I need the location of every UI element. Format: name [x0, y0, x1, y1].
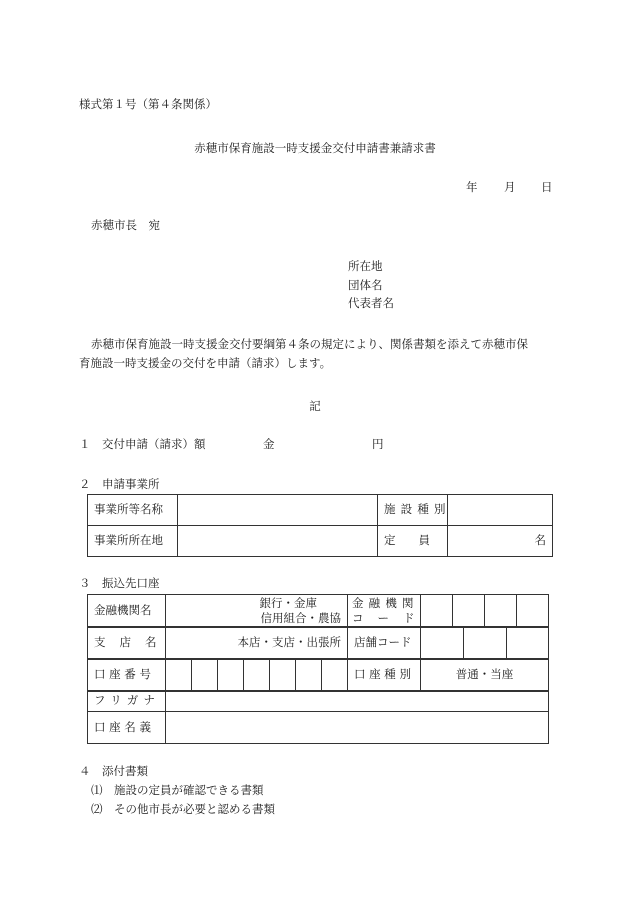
bank-name-label: 金融機関名 — [88, 595, 166, 628]
furigana-field[interactable] — [166, 691, 549, 712]
account-row — [88, 659, 549, 692]
account-number-digit[interactable] — [270, 659, 296, 692]
bank-types-line1: 銀行・金庫 — [259, 596, 317, 610]
bank-code-label: 金融機関 コ ー ド — [348, 595, 421, 628]
capacity-field[interactable]: 名 — [448, 526, 553, 557]
applicant-rep-label: 代表者名 — [348, 296, 394, 310]
bank-name-field[interactable] — [166, 595, 348, 628]
ki-heading: 記 — [309, 399, 321, 413]
furigana-label: フリガナ — [88, 691, 166, 712]
branch-code-label: 店舗コード — [348, 627, 421, 660]
facility-address-label: 事業所所在地 — [88, 526, 178, 557]
account-number-digit[interactable] — [322, 659, 348, 692]
branch-name-field[interactable]: 本店・支店・出張所 — [166, 627, 348, 660]
bank-table-top — [87, 594, 549, 628]
section1-label: １ 交付申請（請求）額 — [79, 437, 206, 451]
branch-code-digit[interactable] — [507, 627, 549, 660]
capacity-label: 定 員 — [378, 526, 448, 557]
branch-code-digit[interactable] — [421, 627, 464, 660]
bank-types-line2: 信用組合・農協 — [260, 611, 341, 625]
account-number-digit[interactable] — [192, 659, 218, 692]
facility-address-field[interactable] — [178, 526, 378, 557]
attachment-item: ⑵ その他市長が必要と認める書類 — [91, 802, 275, 816]
branch-name-label: 支 店 名 — [88, 627, 166, 660]
form-number: 様式第１号（第４条関係） — [79, 97, 217, 111]
account-number-digit[interactable] — [218, 659, 244, 692]
date-month: 月 — [504, 180, 516, 194]
bank-table-holder — [87, 690, 549, 744]
date-line — [0, 181, 630, 197]
bank-table-account — [87, 658, 549, 692]
bank-code-digit[interactable] — [421, 595, 453, 628]
section1-yen: 円 — [372, 437, 384, 451]
bank-code-digit[interactable] — [485, 595, 517, 628]
section2-row — [88, 526, 553, 557]
attachment-item: ⑴ 施設の定員が確認できる書類 — [91, 783, 264, 797]
facility-type-field[interactable] — [448, 495, 553, 526]
branch-code-digit[interactable] — [464, 627, 507, 660]
applicant-org-label: 団体名 — [348, 278, 383, 292]
applicant-location-label: 所在地 — [348, 259, 383, 273]
section2-table — [87, 494, 553, 557]
account-type-label: 口 座 種 別 — [348, 659, 421, 692]
furigana-row — [88, 691, 549, 712]
account-number-digit[interactable] — [296, 659, 322, 692]
addressee: 赤穂市長 宛 — [91, 218, 160, 232]
date-year: 年 — [466, 180, 478, 194]
body-line-2: 育施設一時支援金の交付を申請（請求）します。 — [79, 356, 332, 370]
section3-label: ３ 振込先口座 — [79, 576, 160, 590]
section2-label: ２ 申請事業所 — [79, 477, 160, 491]
date-day: 日 — [541, 180, 553, 194]
body-line-1: 赤穂市保育施設一時支援金交付要綱第４条の規定により、関係書類を添えて赤穂市保 — [91, 337, 528, 351]
account-holder-field[interactable] — [166, 712, 549, 744]
branch-row — [88, 627, 549, 660]
holder-row — [88, 712, 549, 744]
account-holder-label: 口 座 名 義 — [88, 712, 166, 744]
facility-name-field[interactable] — [178, 495, 378, 526]
account-number-digit[interactable] — [244, 659, 270, 692]
bank-code-digit[interactable] — [517, 595, 549, 628]
account-type-field[interactable]: 普通・当座 — [421, 659, 549, 692]
facility-name-label: 事業所等名称 — [88, 495, 178, 526]
account-number-digit[interactable] — [166, 659, 192, 692]
document-title: 赤穂市保育施設一時支援金交付申請書兼請求書 — [194, 141, 436, 155]
bank-code-digit[interactable] — [453, 595, 485, 628]
section2-row — [88, 495, 553, 526]
bank-row — [88, 595, 549, 628]
account-number-label: 口 座 番 号 — [88, 659, 166, 692]
section1-kin: 金 — [263, 437, 275, 451]
facility-type-label: 施設種別 — [378, 495, 448, 526]
bank-table-branch — [87, 626, 549, 660]
section4-label: ４ 添付書類 — [79, 764, 148, 778]
